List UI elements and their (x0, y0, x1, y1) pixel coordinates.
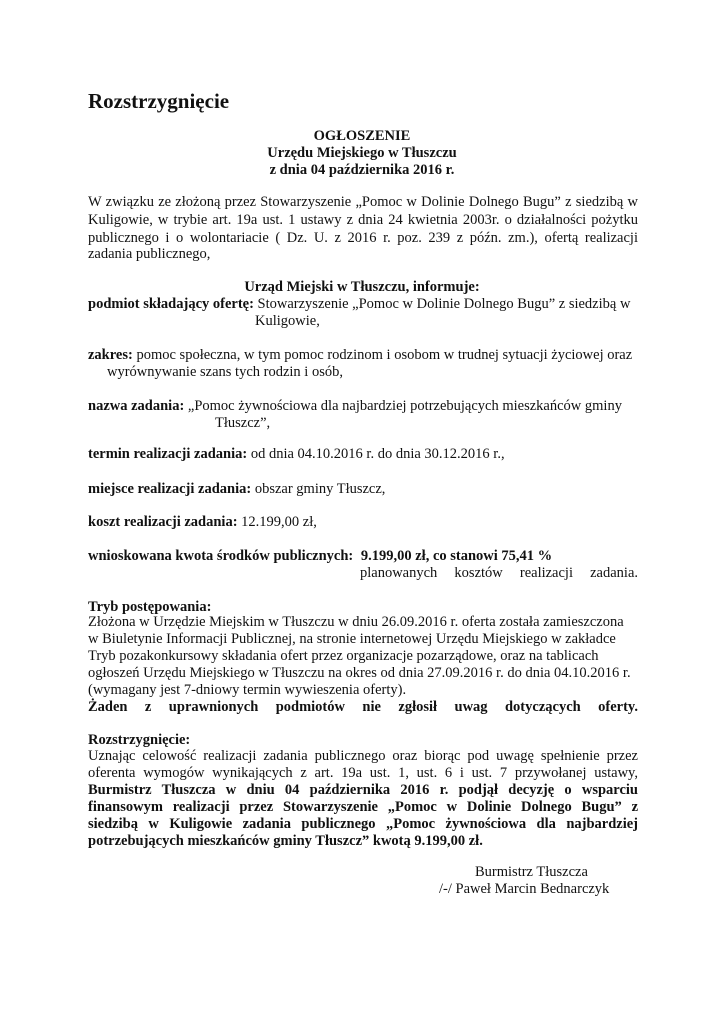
header-announcement: OGŁOSZENIE (313, 128, 411, 144)
intro-line-2: Kuligowie, w trybie art. 19a ust. 1 ustawy z dnia 24 kwietnia 2003r. o działalności pożytku (88, 212, 638, 228)
requested-label: wnioskowana kwota środków publicznych: (88, 548, 354, 564)
intro-line-4: zadania publicznego, (88, 246, 211, 262)
task-name-value: „Pomoc żywnościowa dla najbardziej potrzebujących mieszkańców gminy (187, 398, 622, 414)
informs-heading: Urząd Miejski w Tłuszczu, informuje: (244, 279, 480, 295)
header-office: Urzędu Miejskiego w Tłuszczu (267, 145, 457, 161)
requested-row (88, 548, 552, 565)
requested-value-cont: planowanych kosztów realizacji zadania. (360, 565, 638, 581)
procedure-line-4: ogłoszeń Urzędu Miejskiego w Tłuszczu na okres od dnia 27.09.2016 r. do dnia 04.10.2016 r. (88, 665, 631, 681)
procedure-line-1: Złożona w Urzędzie Miejskim w Tłuszczu w dniu 26.09.2016 r. oferta została zamieszczona (88, 614, 624, 630)
term-value: od dnia 04.10.2016 r. do dnia 30.12.2016 r., (250, 446, 505, 462)
procedure-line-2: w Biuletynie Informacji Publicznej, na stronie internetowej Urzędu Miejskiego w zakładce (88, 631, 616, 647)
resolution-decision-4: potrzebujących mieszkańców gminy Tłuszcz” kwotą 9.199,00 zł. (88, 833, 483, 849)
header-date: z dnia 04 października 2016 r. (269, 162, 455, 178)
procedure-no-objections: Żaden z uprawnionych podmiotów nie zgłosił uwag dotyczących oferty. (88, 699, 638, 715)
scope-row (88, 347, 632, 364)
scope-value-cont: wyrównywanie szans tych rodzin i osób, (107, 364, 343, 380)
intro-line-1: W związku ze złożoną przez Stowarzyszenie „Pomoc w Dolinie Dolnego Bugu” z siedzibą w (88, 194, 638, 210)
cost-row (88, 514, 317, 531)
intro-line-3: publicznego i o wolontariacie ( Dz. U. z 2016 r. poz. 239 z późn. zm.), ofertą realizacji (88, 230, 638, 246)
place-value: obszar gminy Tłuszcz, (254, 481, 386, 497)
applicant-row (88, 296, 630, 313)
resolution-line-1: Uznając celowość realizacji zadania publicznego oraz biorąc pod uwagę spełnienie przez (88, 748, 638, 764)
resolution-heading: Rozstrzygnięcie: (88, 732, 191, 748)
procedure-line-3: Tryb pozakonkursowy składania ofert przez organizacje pozarządowe, oraz na tablicach (88, 648, 599, 664)
procedure-line-5: (wymagany jest 7-dniowy termin wywieszenia oferty). (88, 682, 407, 698)
place-row (88, 481, 385, 498)
task-name-value-cont: Tłuszcz”, (215, 415, 271, 431)
requested-value: 9.199,00 zł, co stanowi 75,41 % (360, 548, 553, 564)
signature-name: /-/ Paweł Marcin Bednarczyk (439, 881, 610, 897)
term-label: termin realizacji zadania: (88, 446, 248, 462)
applicant-value: Stowarzyszenie „Pomoc w Dolinie Dolnego Bugu” z siedzibą w (257, 296, 631, 312)
procedure-heading: Tryb postępowania: (88, 599, 212, 615)
signature-title: Burmistrz Tłuszcza (475, 864, 588, 880)
place-label: miejsce realizacji zadania: (88, 481, 252, 497)
resolution-decision-3: siedzibą w Kuligowie zadania publicznego „Pomoc żywnościowa dla najbardziej (88, 816, 638, 832)
resolution-decision-2: finansowym realizacji przez Stowarzyszenie „Pomoc w Dolinie Dolnego Bugu” z (88, 799, 638, 815)
resolution-decision-1: Burmistrz Tłuszcza w dniu 04 października 2016 r. podjął decyzję o wsparciu (88, 782, 638, 798)
scope-value: pomoc społeczna, w tym pomoc rodzinom i osobom w trudnej sytuacji życiowej oraz (136, 347, 633, 363)
document-title: Rozstrzygnięcie (88, 89, 230, 113)
cost-label: koszt realizacji zadania: (88, 514, 238, 530)
applicant-label: podmiot składający ofertę: (88, 296, 254, 312)
scope-label: zakres: (88, 347, 133, 363)
applicant-value-cont: Kuligowie, (255, 313, 320, 329)
task-name-label: nazwa zadania: (88, 398, 185, 414)
term-row (88, 446, 505, 463)
task-name-row (88, 398, 622, 415)
cost-value: 12.199,00 zł, (241, 514, 317, 530)
resolution-line-2: oferenta wymogów wynikających z art. 19a ust. 1, ust. 6 i ust. 7 przywołanej ustawy, (88, 765, 638, 781)
